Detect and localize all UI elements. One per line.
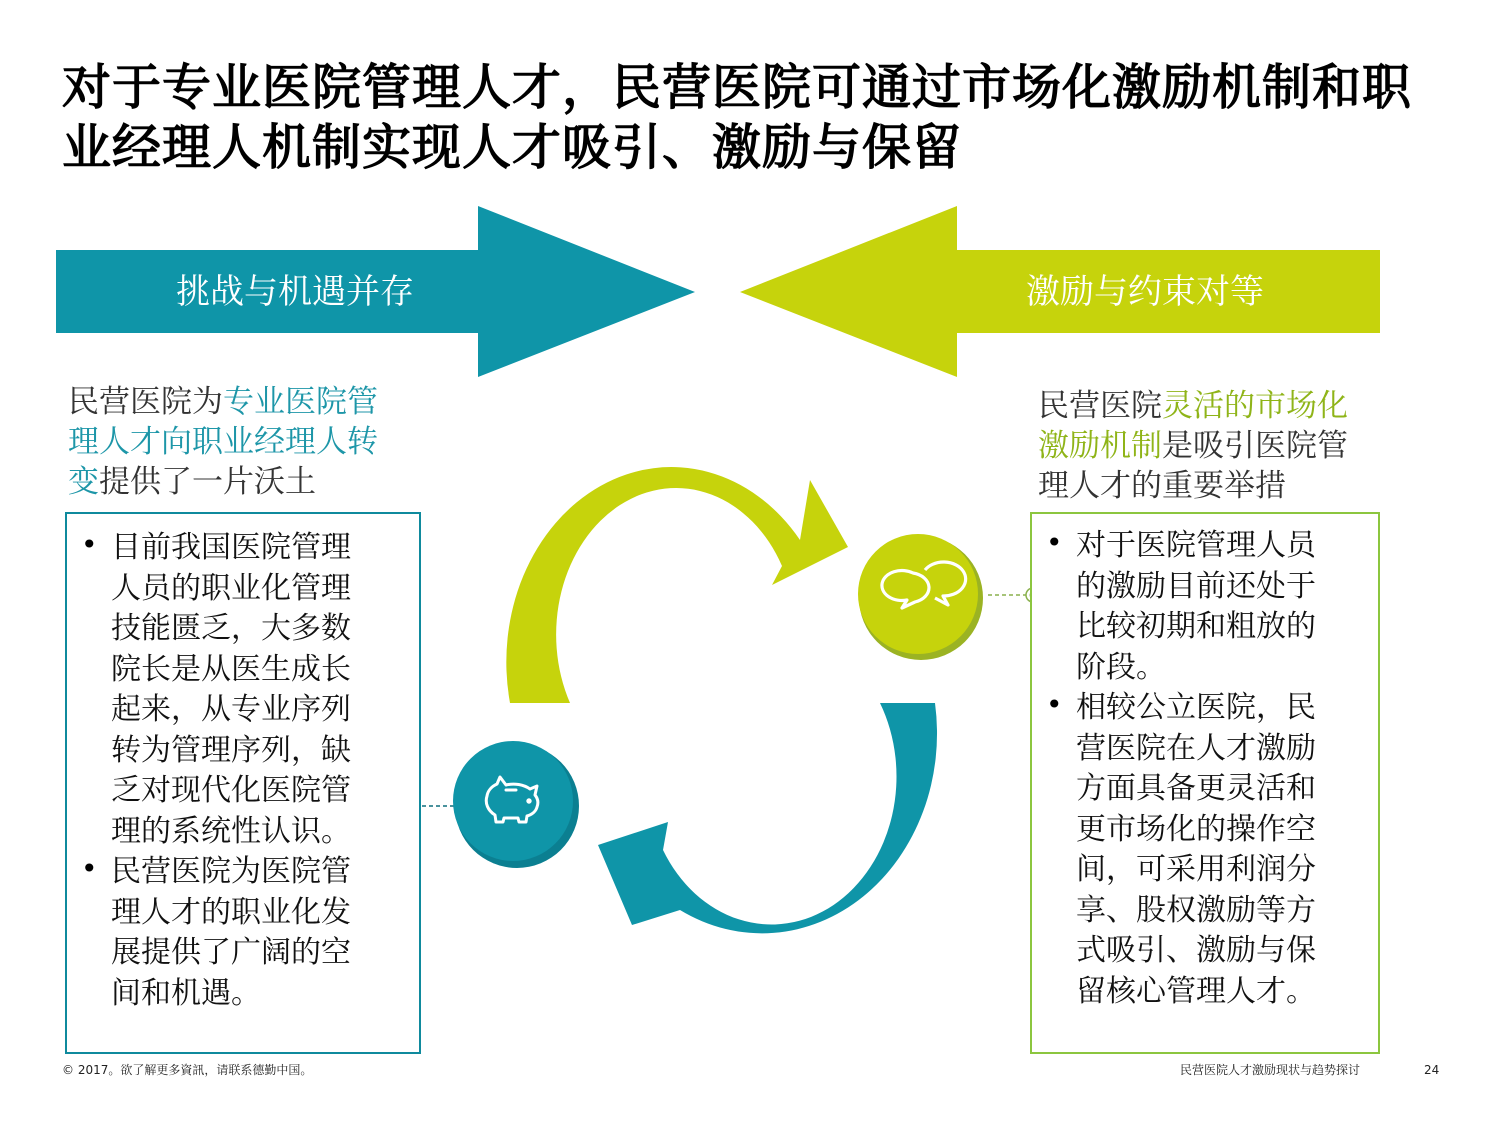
footer-report-title: 民营医院人才激励现状与趋势探讨 bbox=[1180, 1063, 1361, 1077]
bullet-line: 人员的职业化管理 bbox=[111, 570, 351, 606]
bullet-line: 理人才的职业化发 bbox=[111, 894, 351, 930]
bullet-line: 民营医院为医院管 bbox=[111, 854, 351, 889]
bullet-line: 更市场化的操作空 bbox=[1076, 811, 1316, 847]
bullet-line: 式吸引、激励与保 bbox=[1076, 933, 1316, 968]
bullet-line: 展提供了广阔的空 bbox=[111, 935, 351, 970]
bullet-line: 间和机遇。 bbox=[111, 975, 261, 1011]
bullet-line: 享、股权激励等方 bbox=[1076, 892, 1316, 928]
bullet-line: 起来，从专业序列 bbox=[111, 692, 351, 727]
lime-arrow-label: 激励与约束对等 bbox=[1026, 272, 1264, 312]
bullet-line: 院长是从医生成长 bbox=[111, 651, 351, 687]
teal-arrow-label: 挑战与机遇并存 bbox=[176, 272, 414, 312]
bullet-line: 的激励目前还处于 bbox=[1076, 568, 1316, 604]
bullet-line: 技能匮乏，大多数 bbox=[111, 611, 351, 646]
bullet-line: 比较初期和粗放的 bbox=[1076, 609, 1316, 644]
bullet-line: 营医院在人才激励 bbox=[1076, 730, 1316, 766]
left-bullet-list bbox=[67, 528, 419, 1014]
bullet-item bbox=[67, 852, 419, 1014]
right-bullet-box bbox=[1030, 512, 1380, 1054]
title-line-1: 对于专业医院管理人才，民营医院可通过市场化激励机制和职 bbox=[62, 59, 1413, 116]
bullet-line: 理的系统性认识。 bbox=[111, 813, 351, 849]
bullet-item bbox=[1032, 688, 1378, 1012]
left-heading: 民营医院为专业医院管 理人才向职业经理人转 变提供了一片沃土 bbox=[68, 384, 378, 500]
footer-copyright: © 2017。欲了解更多資訊，请联系德勤中国。 bbox=[62, 1063, 313, 1077]
bullet-dot-icon: • bbox=[1046, 526, 1063, 559]
bullet-dot-icon: • bbox=[81, 528, 98, 561]
bullet-line: 对于医院管理人员 bbox=[1076, 528, 1316, 563]
right-bullet-list bbox=[1032, 526, 1378, 1012]
bullet-line: 目前我国医院管理 bbox=[111, 530, 351, 565]
bullet-line: 乏对现代化医院管 bbox=[111, 773, 351, 808]
bullet-dot-icon: • bbox=[1046, 688, 1063, 721]
lime-cycle-arrow bbox=[506, 467, 848, 703]
bullet-line: 相较公立医院，民 bbox=[1076, 690, 1316, 725]
footer-page-number: 24 bbox=[1424, 1063, 1440, 1077]
bullet-item bbox=[1032, 526, 1378, 688]
title-line-2: 业经理人机制实现人才吸引、激励与保留 bbox=[62, 119, 963, 176]
teal-cycle-arrow bbox=[598, 703, 937, 933]
bullet-dot-icon: • bbox=[81, 852, 98, 885]
bullet-line: 阶段。 bbox=[1076, 649, 1166, 685]
bullet-line: 转为管理序列，缺 bbox=[111, 732, 351, 768]
bullet-item bbox=[67, 528, 419, 852]
bullet-line: 方面具备更灵活和 bbox=[1076, 771, 1316, 806]
bullet-line: 间，可采用利润分 bbox=[1076, 852, 1316, 887]
right-heading: 民营医院灵活的市场化 激励机制是吸引医院管 理人才的重要举措 bbox=[1038, 388, 1348, 504]
bullet-line: 留核心管理人才。 bbox=[1076, 973, 1316, 1009]
left-bullet-box bbox=[65, 512, 421, 1054]
